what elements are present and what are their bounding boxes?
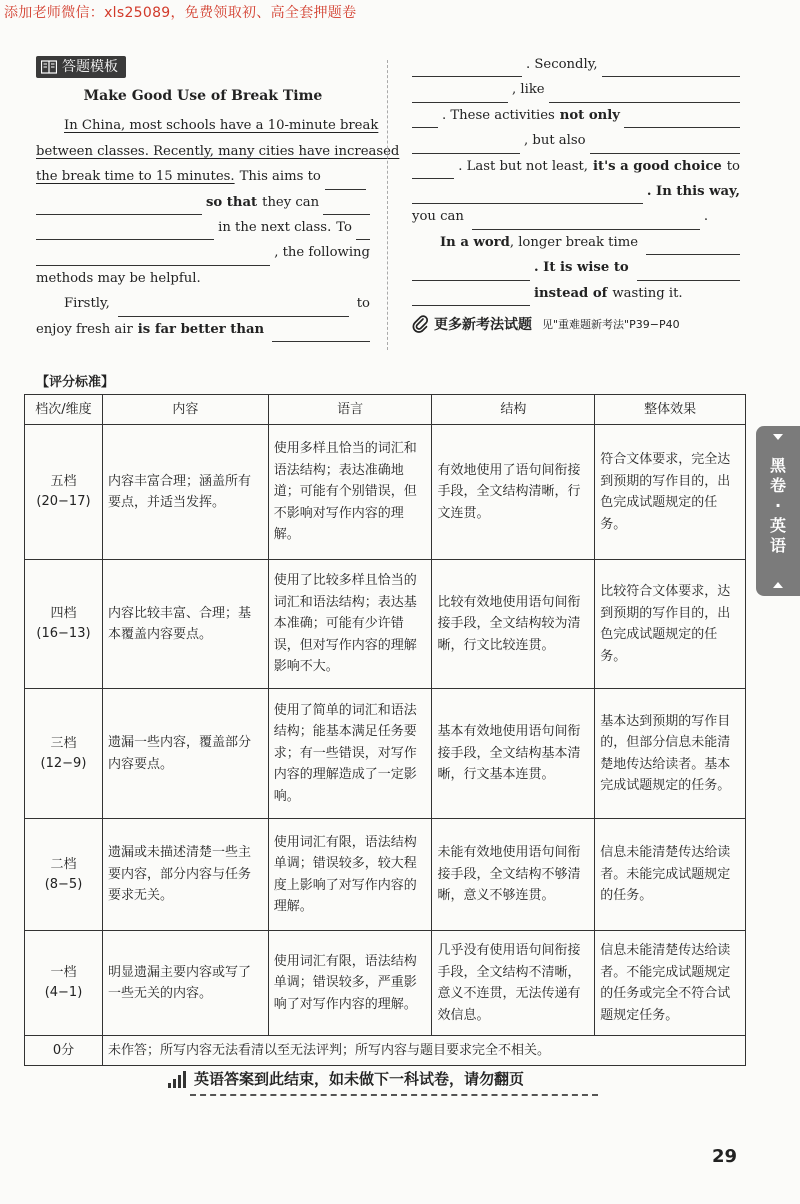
blank-line[interactable] <box>412 265 530 281</box>
rubric-label: 【评分标准】 <box>36 375 115 390</box>
more-tests-label: 更多新考法试题 <box>434 317 532 333</box>
essay-text: , the following <box>274 245 370 261</box>
blank-line[interactable] <box>36 224 214 240</box>
essay-text: enjoy fresh air <box>36 321 133 337</box>
rubric-structure: 基本有效地使用语句间衔接手段，全文结构基本清晰，行文基本连贯。 <box>432 689 595 819</box>
rubric-language: 使用词汇有限，语法结构单调；错误较多，严重影响了对写作内容的理解。 <box>268 931 432 1036</box>
essay-text: This aims to <box>239 169 321 185</box>
paperclip-icon <box>412 315 430 333</box>
rubric-table <box>24 394 746 1066</box>
column-divider <box>387 60 388 350</box>
essay-text: . Last but not least, <box>458 158 588 174</box>
blank-line[interactable] <box>36 199 202 215</box>
rubric-row <box>25 931 746 1036</box>
rubric-header: 内容 <box>102 395 268 425</box>
rubric-content: 明显遗漏主要内容或写了一些无关的内容。 <box>102 931 268 1036</box>
blank-line[interactable] <box>472 214 700 230</box>
grade-range: (8−5) <box>44 876 83 892</box>
arrow-up-icon <box>773 582 783 588</box>
essay-keyword: not only <box>559 107 620 123</box>
side-tab-char: 语 <box>769 536 786 555</box>
blank-line[interactable] <box>412 290 530 306</box>
side-tab-char: 黑 <box>769 456 786 475</box>
end-note <box>168 1068 524 1089</box>
essay-title: Make Good Use of Break Time <box>83 88 323 104</box>
essay-text: . Secondly, <box>526 56 598 72</box>
essay-keyword: . In this way, <box>646 183 740 199</box>
essay-keyword: . It is wise to <box>534 260 629 276</box>
rubric-row <box>25 819 746 931</box>
essay-text: to <box>726 158 740 174</box>
essay-text: . <box>703 209 709 225</box>
template-badge <box>36 56 126 78</box>
side-tab-subject[interactable] <box>756 426 800 596</box>
rubric-row <box>25 560 746 689</box>
essay-text: . These activities <box>442 107 555 123</box>
blank-line[interactable] <box>323 199 370 215</box>
rubric-content: 内容比较丰富、合理；基本覆盖内容要点。 <box>102 560 268 689</box>
template-badge-label: 答题模板 <box>62 59 118 75</box>
end-note-divider <box>190 1094 598 1096</box>
blank-line[interactable] <box>549 87 740 103</box>
rubric-grade-zero: 0分 <box>25 1036 103 1066</box>
end-note-text: 英语答案到此结束，如未做下一科试卷，请勿翻页 <box>194 1070 525 1088</box>
rubric-grade <box>25 689 103 819</box>
page-number: 29 <box>712 1146 738 1167</box>
rubric-zero-desc: 未作答；所写内容无法看清以至无法评判；所写内容与题目要求完全不相关。 <box>102 1036 745 1066</box>
essay-right-column <box>412 52 740 306</box>
rubric-row <box>25 689 746 819</box>
rubric-content: 内容丰富合理；涵盖所有要点，并适当发挥。 <box>102 425 268 560</box>
blank-line[interactable] <box>412 112 438 128</box>
essay-text: they can <box>262 194 320 210</box>
rubric-overall: 信息未能清楚传达给读者。不能完成试题规定的任务或完全不符合试题规定任务。 <box>595 931 746 1036</box>
rubric-overall: 基本达到预期的写作目的，但部分信息未能清楚地传达给读者。基本完成试题规定的任务。 <box>595 689 746 819</box>
rubric-row <box>25 425 746 560</box>
essay-keyword: is far better than <box>137 321 265 337</box>
essay-text: you can <box>412 209 464 225</box>
blank-line[interactable] <box>356 224 370 240</box>
essay-text: methods may be helpful. <box>36 270 201 286</box>
essay-text: to <box>356 296 370 312</box>
more-tests-ref: 见"重难题新考法"P39−P40 <box>542 318 680 331</box>
blank-line[interactable] <box>637 265 740 281</box>
rubric-grade <box>25 560 103 689</box>
side-tab-dot: · <box>774 496 782 515</box>
signal-bars-icon <box>168 1070 186 1088</box>
rubric-header: 档次/维度 <box>25 395 103 425</box>
rubric-header: 整体效果 <box>595 395 746 425</box>
essay-text: , longer break time <box>509 234 639 250</box>
grade-range: (20−17) <box>36 494 91 509</box>
essay-keyword: In a word <box>440 234 510 250</box>
blank-line[interactable] <box>602 61 740 77</box>
essay-text: , but also <box>524 133 586 149</box>
essay-intro-1: In China, most schools have a 10-minute break <box>64 118 379 134</box>
essay-keyword: so that <box>206 194 258 210</box>
blank-line[interactable] <box>118 301 349 317</box>
blank-line[interactable] <box>272 326 370 342</box>
rubric-content: 遗漏一些内容，覆盖部分内容要点。 <box>102 689 268 819</box>
blank-line[interactable] <box>590 138 740 154</box>
rubric-header: 语言 <box>268 395 432 425</box>
rubric-structure: 比较有效地使用语句间衔接手段，全文结构较为清晰，行文比较连贯。 <box>432 560 595 689</box>
blank-line[interactable] <box>412 61 522 77</box>
essay-intro-3: the break time to 15 minutes. <box>36 169 235 185</box>
more-tests-link[interactable] <box>412 314 680 334</box>
rubric-structure: 未能有效地使用语句间衔接手段，全文结构不够清晰，意义不够连贯。 <box>432 819 595 931</box>
essay-text: in the next class. <box>218 219 332 235</box>
rubric-language: 使用词汇有限，语法结构单调；错误较多，较大程度上影响了对写作内容的理解。 <box>268 819 432 931</box>
blank-line[interactable] <box>36 250 270 266</box>
arrow-down-icon <box>773 434 783 440</box>
grade-range: (4−1) <box>44 985 83 1000</box>
blank-line[interactable] <box>646 239 740 255</box>
rubric-overall: 符合文体要求，完全达到预期的写作目的，出色完成试题规定的任务。 <box>595 425 746 560</box>
grade-name: 二档 <box>50 856 77 872</box>
rubric-header-row <box>25 395 746 425</box>
essay-text: , like <box>512 82 545 98</box>
book-icon <box>41 60 57 74</box>
grade-range: (12−9) <box>40 755 87 771</box>
essay-text: wasting it. <box>612 285 683 301</box>
blank-line[interactable] <box>412 163 454 179</box>
essay-keyword: instead of <box>534 285 608 301</box>
rubric-content: 遗漏或未描述清楚一些主要内容，部分内容与任务要求无关。 <box>102 819 268 931</box>
rubric-row-zero <box>25 1036 746 1066</box>
side-tab-char: 英 <box>769 516 786 535</box>
grade-name: 一档 <box>50 965 77 980</box>
essay-keyword: it's a good choice <box>592 158 722 174</box>
essay-intro-2: between classes. Recently, many cities have increased <box>36 143 400 159</box>
rubric-language: 使用多样且恰当的词汇和语法结构；表达准确地道；可能有个别错误，但不影响对写作内容的理解。 <box>268 425 432 560</box>
rubric-grade <box>25 931 103 1036</box>
blank-line[interactable] <box>412 138 520 154</box>
watermark-text: 添加老师微信：xls25089，免费领取初、高全套押题卷 <box>4 5 357 21</box>
rubric-grade <box>25 425 103 560</box>
rubric-language: 使用了简单的词汇和语法结构；能基本满足任务要求；有一些错误，对写作内容的理解造成了一定影响。 <box>268 689 432 819</box>
essay-text: Firstly, <box>64 296 110 312</box>
rubric-structure: 有效地使用了语句间衔接手段，全文结构清晰，行文连贯。 <box>432 425 595 560</box>
essay-text: To <box>336 219 352 235</box>
grade-range: (16−13) <box>36 626 91 641</box>
essay-left-column <box>36 84 400 342</box>
blank-line[interactable] <box>412 188 643 204</box>
grade-name: 三档 <box>50 735 77 751</box>
rubric-overall: 信息未能清楚传达给读者。未能完成试题规定的任务。 <box>595 819 746 931</box>
grade-name: 五档 <box>50 474 77 489</box>
rubric-overall: 比较符合文体要求，达到预期的写作目的，出色完成试题规定的任务。 <box>595 560 746 689</box>
grade-name: 四档 <box>50 606 77 621</box>
blank-line[interactable] <box>325 174 366 190</box>
rubric-grade <box>25 819 103 931</box>
blank-line[interactable] <box>412 87 508 103</box>
blank-line[interactable] <box>624 112 740 128</box>
rubric-structure: 几乎没有使用语句间衔接手段，全文结构不清晰，意义不连贯，无法传递有效信息。 <box>432 931 595 1036</box>
rubric-header: 结构 <box>432 395 595 425</box>
side-tab-char: 卷 <box>769 476 786 495</box>
rubric-language: 使用了比较多样且恰当的词汇和语法结构；表达基本准确；可能有少许错误，但对写作内容的理解影响不大。 <box>268 560 432 689</box>
